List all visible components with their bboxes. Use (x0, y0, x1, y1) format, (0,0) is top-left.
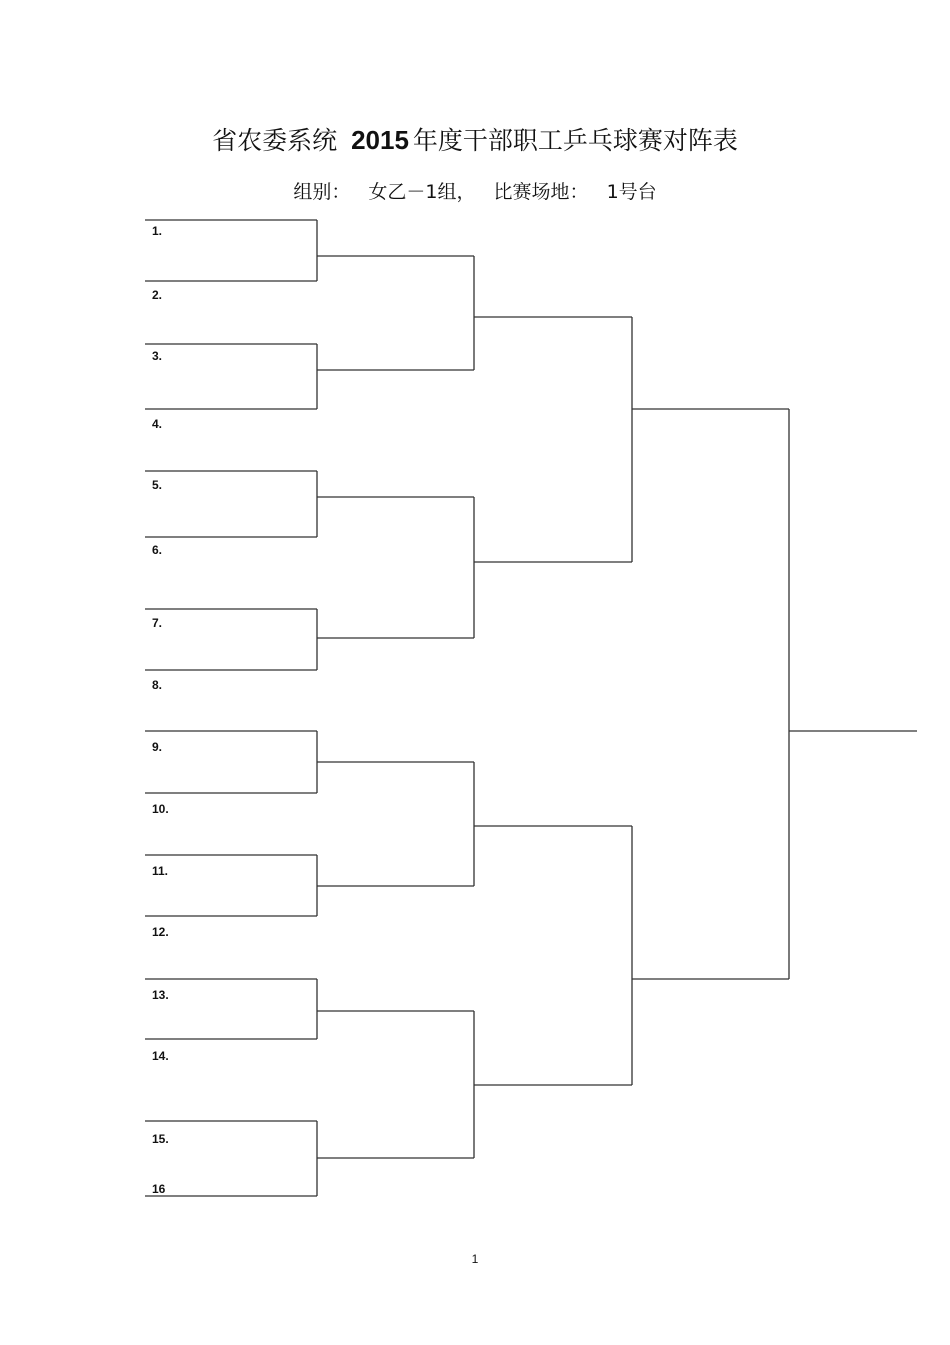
title-year: 2015 (351, 125, 409, 155)
title-suffix: 年度干部职工乒乓球赛对阵表 (412, 126, 738, 155)
slot-label-3: 3. (152, 349, 163, 363)
group-label: 组别： (293, 181, 351, 203)
title-prefix: 省农委系统 (212, 126, 338, 155)
page-number: 1 (471, 1252, 479, 1266)
slot-label-9: 9. (152, 740, 163, 754)
venue-value: 1号台 (606, 181, 657, 203)
slot-label-16: 16 (152, 1182, 166, 1196)
slot-label-4: 4. (152, 417, 163, 431)
slot-label-13: 13. (152, 988, 169, 1002)
slot-label-11: 11. (152, 864, 169, 878)
slot-label-8: 8. (152, 678, 163, 692)
group-value: 女乙－1组， (368, 181, 476, 203)
slot-label-1: 1. (152, 224, 163, 238)
slot-label-6: 6. (152, 543, 163, 557)
slot-label-2: 2. (152, 288, 163, 302)
slot-label-12: 12. (152, 925, 169, 939)
slot-label-7: 7. (152, 616, 163, 630)
slot-label-10: 10. (152, 802, 169, 816)
venue-label: 比赛场地： (493, 181, 589, 203)
slot-label-5: 5. (152, 478, 163, 492)
slot-label-15: 15. (152, 1132, 169, 1146)
slot-label-14: 14. (152, 1049, 169, 1063)
